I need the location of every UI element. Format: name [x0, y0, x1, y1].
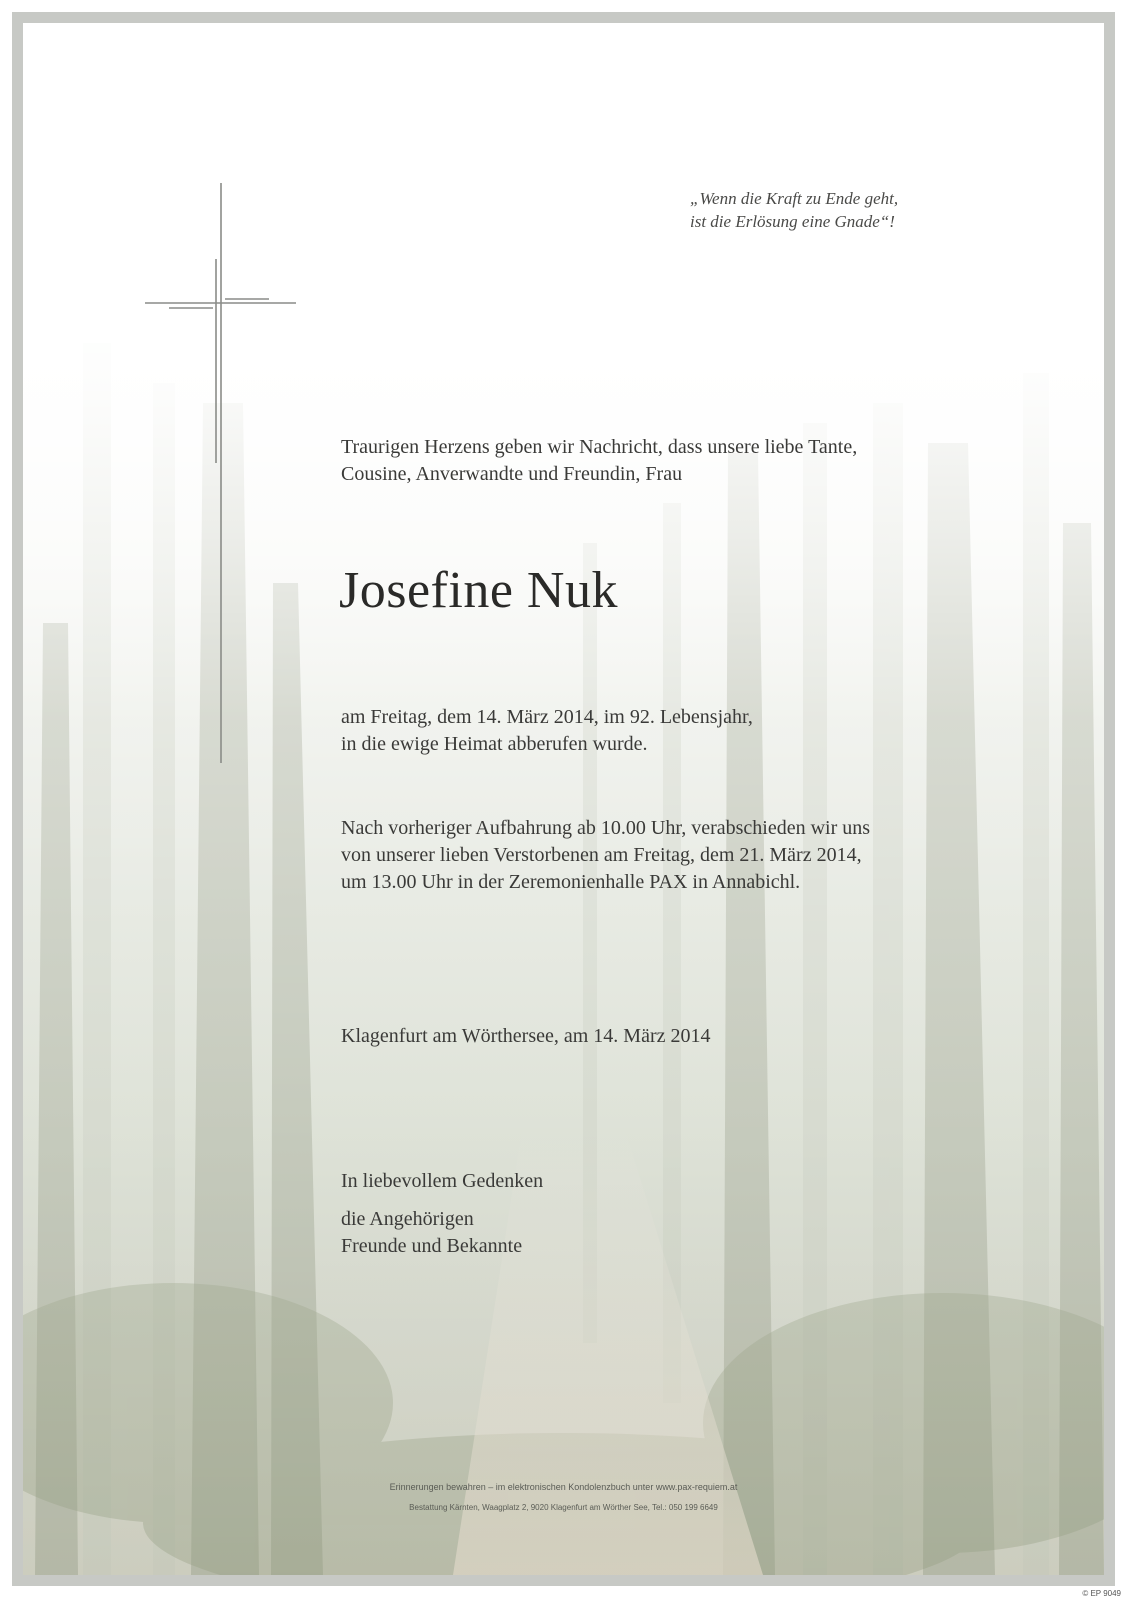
signatory-line-1: die Angehörigen — [341, 1208, 474, 1230]
signatory-line-2: Freunde und Bekannte — [341, 1235, 523, 1257]
death-line-2: in die ewige Heimat abberufen wurde. — [341, 733, 648, 755]
signatories — [341, 1206, 522, 1260]
cross-symbol — [23, 23, 1104, 1575]
intro-line-1: Traurigen Herzens geben wir Nachricht, dass unsere liebe Tante, — [341, 436, 858, 458]
quote — [690, 187, 1020, 233]
death-line-1: am Freitag, dem 14. März 2014, im 92. Lebensjahr, — [341, 706, 753, 728]
ceremony-line-3: um 13.00 Uhr in der Zeremonienhalle PAX in Annabichl. — [341, 871, 801, 893]
ceremony-line-2: von unserer lieben Verstorbenen am Freitag, dem 21. März 2014, — [341, 844, 862, 866]
quote-line-2: ist die Erlösung eine Gnade“! — [690, 212, 895, 231]
closing-greeting: In liebevollem Gedenken — [341, 1170, 544, 1192]
product-code: © EP 9049 — [1082, 1589, 1121, 1598]
footer-condolence-line: Erinnerungen bewahren – im elektronischen Kondolenzbuch unter www.pax-requiem.at — [389, 1482, 738, 1492]
intro-text — [341, 434, 857, 488]
quote-line-1: „Wenn die Kraft zu Ende geht, — [690, 189, 899, 208]
intro-line-2: Cousine, Anverwandte und Freundin, Frau — [341, 463, 683, 485]
place-date: Klagenfurt am Wörthersee, am 14. März 2014 — [341, 1025, 711, 1047]
death-notice-text — [341, 704, 753, 758]
forest-background-panel — [23, 23, 1104, 1575]
footer-address-line: Bestattung Kärnten, Waagplatz 2, 9020 Klagenfurt am Wörther See, Tel.: 050 199 6649 — [409, 1503, 718, 1512]
ceremony-line-1: Nach vorheriger Aufbahrung ab 10.00 Uhr, verabschieden wir uns — [341, 817, 871, 839]
ceremony-text — [341, 815, 870, 896]
deceased-name: Josefine Nuk — [339, 562, 618, 619]
